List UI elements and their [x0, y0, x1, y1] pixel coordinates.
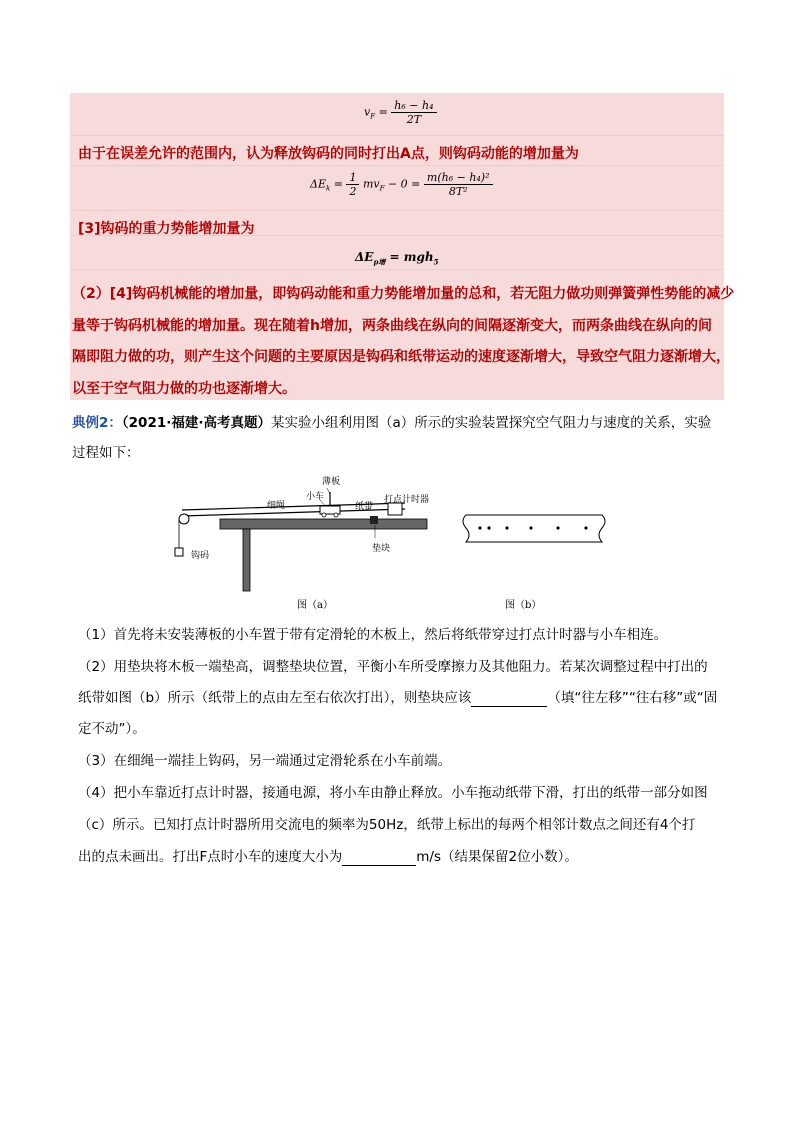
label-rope: 细绳 — [267, 501, 286, 511]
solution-line-2: [3]钩码的重力势能增加量为 — [78, 221, 255, 237]
caption-figure-a: 图（a） — [297, 600, 333, 611]
tape-dot — [487, 526, 490, 529]
tape-dot — [529, 526, 532, 529]
step-2-line-1: （2）用垫块将木板一端垫高，调整垫块位置，平衡小车所受摩擦力及其他阻力。若某次调整过程中打出的 — [78, 659, 708, 675]
paper-tape-outline — [463, 515, 605, 542]
figure-b-tape — [462, 513, 612, 545]
formula-vf: $v_F$ = $\frac{\text{h₆ − h₄}}{2T}$ — [364, 99, 437, 126]
example-label: 典例2： — [72, 415, 122, 431]
solution-para2-line-3: 隔即阻力做的功，则产生这个问题的主要原因是钩码和纸带运动的速度逐渐增大，导致空气阻力逐渐增大， — [72, 349, 730, 365]
formula-ep: $\Delta E_{p增} = mgh_5$ — [355, 250, 439, 267]
answer-blank-1[interactable] — [471, 690, 547, 707]
pulley-icon — [179, 514, 189, 524]
label-cart: 小车 — [306, 492, 325, 502]
formula-ek: $\Delta E_k$ = $\frac{1}{2}$ $mv_F - 0$ = $\frac{\text{m(h₆ − h₄)²}}{\text{8T²}}$ — [310, 171, 493, 198]
example-intro-line-2: 过程如下： — [72, 445, 140, 461]
label-timer: 打点计时器 — [384, 495, 430, 505]
step-1: （1）首先将未安装薄板的小车置于带有定滑轮的木板上，然后将纸带穿过打点计时器与小车相连。 — [78, 627, 668, 643]
label-weight: 钩码 — [191, 551, 210, 561]
example-source: （2021·福建·高考真题） — [121, 415, 271, 431]
cart-wheel-icon — [322, 513, 326, 517]
step-4-line-3: 出的点未画出。打出F点时小车的速度大小为 m/s（结果保留2位小数）。 — [78, 849, 578, 865]
step-2-line-2: 纸带如图（b）所示（纸带上的点由左至右依次打出），则垫块应该 （填“往左移”“往右移”或“固 — [78, 690, 718, 706]
label-tape: 纸带 — [355, 502, 374, 512]
step-2-line-3: 定不动”）。 — [78, 721, 146, 737]
table-top — [220, 519, 427, 529]
tape-dot — [556, 526, 559, 529]
caption-figure-b: 图（b） — [505, 600, 542, 611]
tape-dot — [478, 526, 481, 529]
answer-blank-2[interactable] — [342, 849, 416, 866]
label-thin-plate: 薄板 — [322, 477, 341, 487]
figure-a-apparatus — [170, 470, 440, 595]
solution-para2-line-2: 量等于钩码机械能的增加量。现在随着h增加，两条曲线在纵向的间隔逐渐变大，而两条曲线在纵向的间 — [72, 318, 712, 334]
step-4-line-2: （c）所示。已知打点计时器所用交流电的频率为50Hz，纸带上标出的每两个相邻计数点之间还有4个打 — [78, 817, 696, 833]
solution-line-1: 由于在误差允许的范围内，认为释放钩码的同时打出A点，则钩码动能的增加量为 — [78, 146, 579, 162]
tape-dot — [584, 526, 587, 529]
leader-line — [327, 488, 330, 494]
block-icon — [370, 516, 378, 524]
cart-wheel-icon — [334, 513, 338, 517]
tape-dot — [505, 526, 508, 529]
step-3: （3）在细绳一端挂上钩码，另一端通过定滑轮系在小车前端。 — [78, 753, 452, 769]
weight-icon — [175, 548, 183, 556]
cart-icon — [320, 506, 340, 514]
solution-para2-line-4: 以至于空气阻力做的功也逐渐增大。 — [72, 381, 296, 397]
label-block: 垫块 — [372, 544, 391, 554]
example-intro-line-1: 典例2：（2021·福建·高考真题）某实验小组利用图（a）所示的实验装置探究空气阻力与速度的关系，实验 — [72, 415, 712, 431]
table-leg — [243, 529, 250, 591]
solution-para2-line-1: （2）[4]钩码机械能的增加量，即钩码动能和重力势能增加量的总和，若无阻力做功则弹簧弹性势能的减少 — [72, 286, 735, 302]
step-4-line-1: （4）把小车靠近打点计时器，接通电源，将小车由静止释放。小车拖动纸带下滑，打出的纸带一部分如图 — [78, 785, 708, 801]
